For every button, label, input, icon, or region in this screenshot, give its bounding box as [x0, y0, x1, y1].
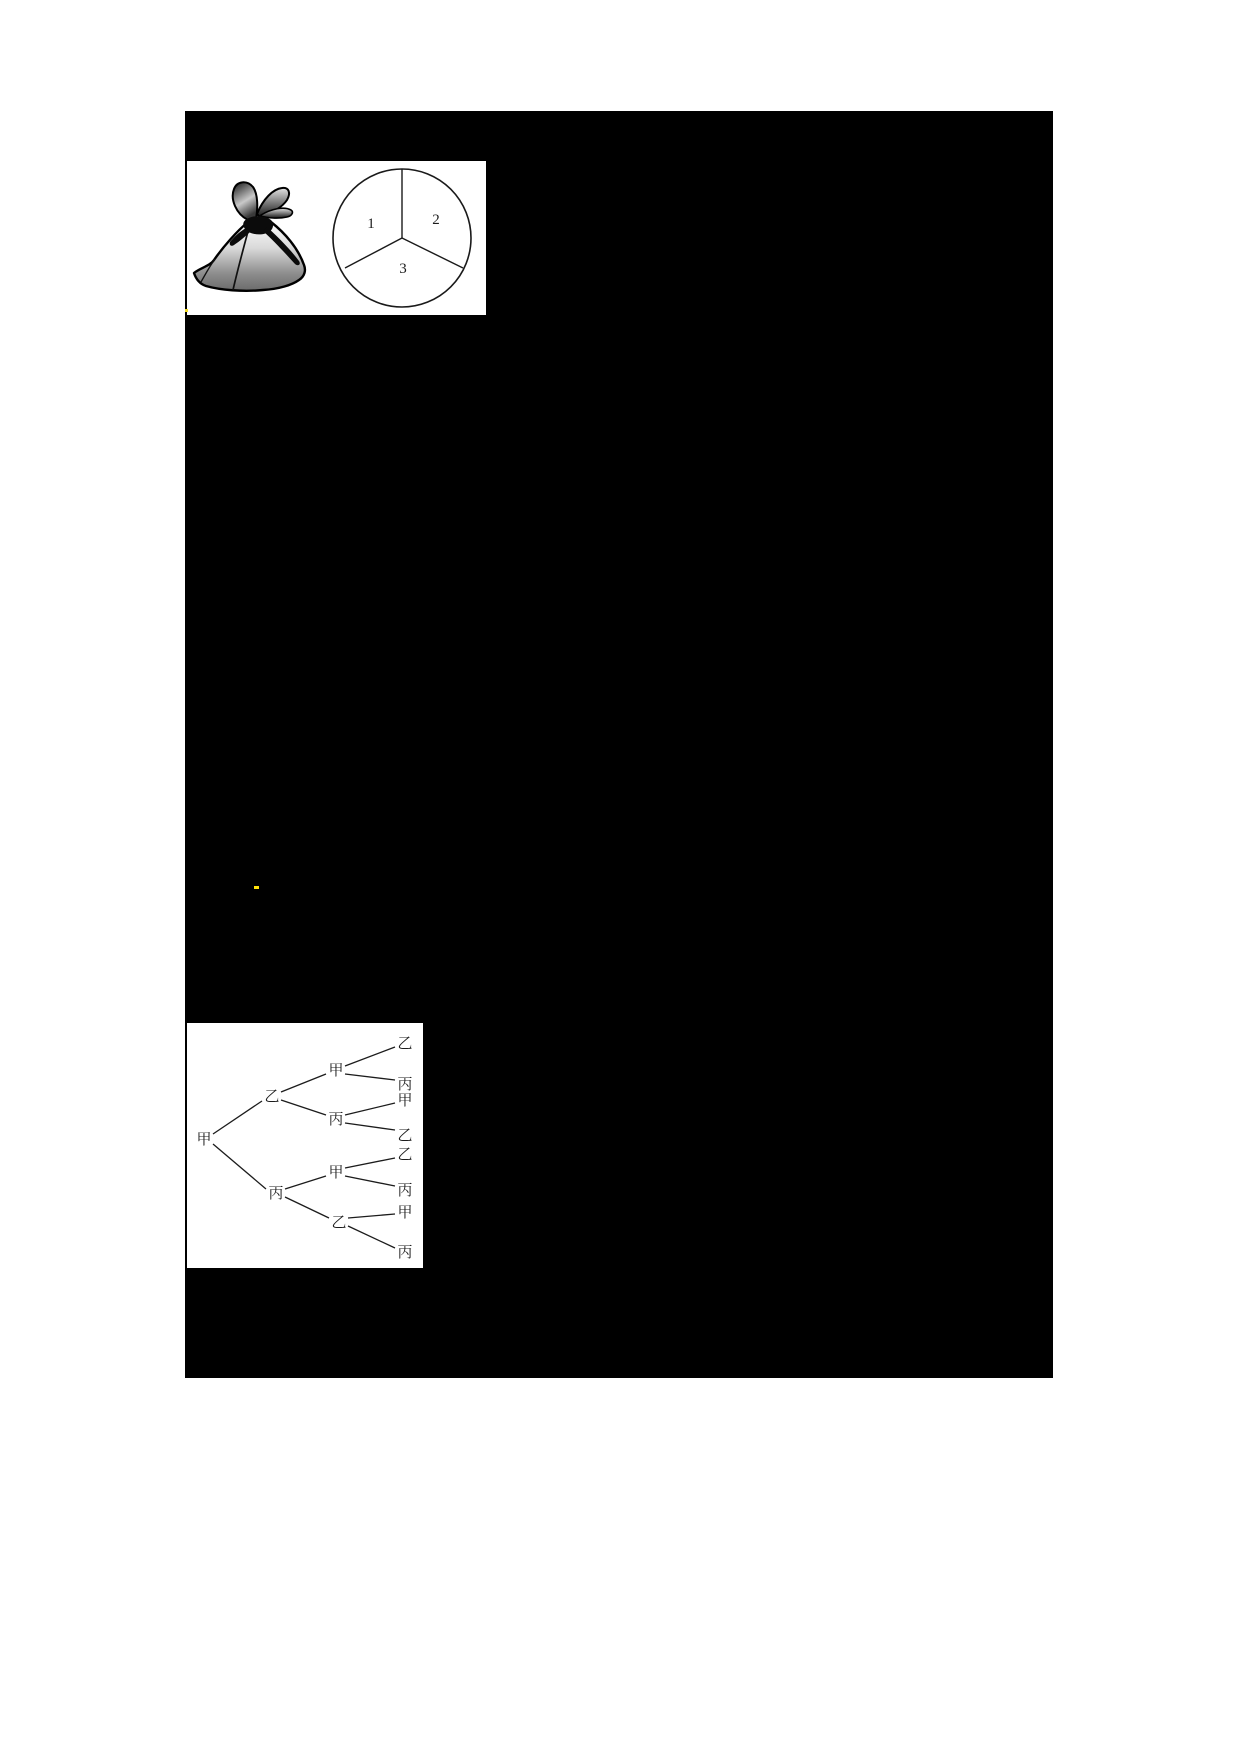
- tree-leaf-2: 丙: [397, 1077, 413, 1093]
- spinner-sector-label-1: 1: [367, 216, 375, 232]
- tree-node-l2-4: 乙: [331, 1215, 347, 1231]
- tree-leaf-7: 甲: [397, 1205, 413, 1221]
- tree-leaf-4: 乙: [397, 1128, 413, 1144]
- tree-node-l2-1: 甲: [328, 1063, 344, 1079]
- tree-leaf-6: 丙: [397, 1183, 413, 1199]
- bag-spinner-svg: [187, 161, 486, 315]
- tree-leaf-3: 甲: [397, 1093, 413, 1109]
- tree-leaf-5: 乙: [397, 1147, 413, 1163]
- tree-leaf-8: 丙: [397, 1245, 413, 1261]
- tree-node-l2-2: 丙: [328, 1112, 344, 1128]
- spinner-sector-label-3: 3: [399, 261, 407, 277]
- tree-node-l2-3: 甲: [328, 1165, 344, 1181]
- money-bag-icon: [194, 182, 305, 290]
- tree-node-l1-top: 乙: [264, 1089, 280, 1105]
- tree-branch-lines: [213, 1047, 395, 1248]
- figure-tree-diagram: [187, 1023, 423, 1268]
- spinner-sector-label-2: 2: [432, 212, 440, 228]
- tree-diagram-svg: [187, 1023, 423, 1268]
- redacted-content-panel: [185, 111, 1053, 1378]
- tree-node-root: 甲: [196, 1132, 212, 1148]
- figure-bag-and-spinner: [187, 161, 486, 315]
- tree-leaf-1: 乙: [397, 1036, 413, 1052]
- yellow-dot-artifact-1: [185, 309, 188, 312]
- yellow-dot-artifact-2: [254, 886, 259, 889]
- spinner-wheel: [333, 169, 471, 307]
- tree-node-l1-bottom: 丙: [268, 1186, 284, 1202]
